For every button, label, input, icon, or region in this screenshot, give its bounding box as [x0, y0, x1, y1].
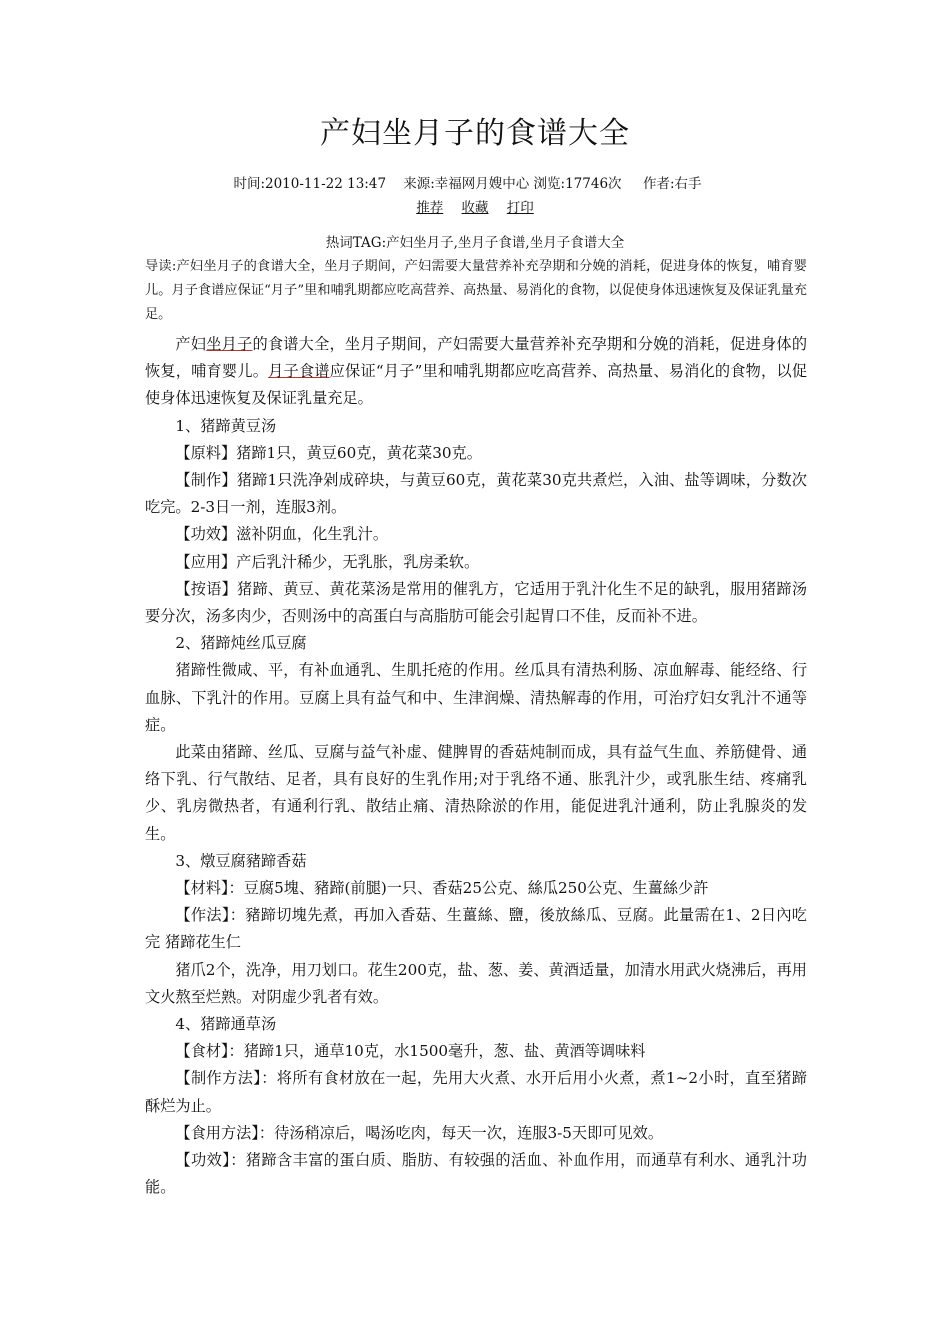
section-heading-3: 3、燉豆腐豬蹄香菇 [175, 851, 307, 870]
paragraph: 【功效】：猪蹄含丰富的蛋白质、脂肪、有较强的活血、补血作用，而通草有利水、通乳汁功能。 [145, 1151, 807, 1197]
intro-text-2: 的食谱大全，坐月子期间，产妇需要大量营养补充孕期和分娩的消耗，促进身体的恢复，哺育婴儿。 [145, 335, 808, 381]
intro-text-3: 应保证“月子”里和哺乳期都应吃高营养、高热量、易消化的食物，以促使身体迅速恢复及保证乳量充足。 [145, 362, 808, 408]
intro-paragraph [145, 331, 807, 413]
recommend-link[interactable]: 推荐 [416, 200, 444, 216]
section-heading-1: 1、猪蹄黄豆汤 [175, 416, 277, 435]
paragraph: 【食材】：猪蹄1只，通草10克，水1500毫升，葱、盐、黄酒等调味料 [175, 1042, 646, 1061]
favorite-link[interactable]: 收藏 [461, 200, 489, 216]
article-lead: 导读:产妇坐月子的食谱大全，坐月子期间，产妇需要大量营养补充孕期和分娩的消耗，促进身体的恢复，哺育婴儿。月子食谱应保证“月子”里和哺乳期都应吃高营养、高热量、易消化的食物，以促使身体迅速恢复及保证乳量充足。 [145, 259, 807, 322]
paragraph: 【按语】猪蹄、黄豆、黄花菜汤是常用的催乳方，它适用于乳汁化生不足的缺乳，服用猪蹄汤要分次，汤多肉少，否则汤中的高蛋白与高脂肪可能会引起胃口不佳，反而补不进。 [145, 579, 807, 626]
paragraph: 【材料】：豆腐5塊、豬蹄(前腿)一只、香菇25公克、絲瓜250公克、生薑絲少許 [175, 879, 709, 898]
paragraph: 猪爪2个，洗净，用刀划口。花生200克，盐、葱、姜、黄酒适量，加清水用武火烧沸后，再用文火熬至烂熟。对阴虚少乳者有效。 [145, 960, 807, 1006]
keyword-link-zuoyuezi[interactable]: 坐月子 [206, 335, 253, 353]
paragraph: 【功效】滋补阴血，化生乳汁。 [175, 525, 389, 544]
print-link[interactable]: 打印 [506, 200, 534, 216]
paragraph: 猪蹄性微咸、平，有补血通乳、生肌托疮的作用。丝瓜具有清热利肠、凉血解毒、能经络、行血脉、下乳汁的作用。豆腐上具有益气和中、生津润燥、清热解毒的作用，可治疗妇女乳汁不通等症。 [145, 661, 807, 734]
paragraph: 【食用方法】：待汤稍凉后，喝汤吃肉，每天一次，连服3-5天即可见效。 [175, 1123, 664, 1142]
paragraph: 【应用】产后乳汁稀少，无乳胀，乳房柔软。 [175, 552, 480, 571]
section-heading-4: 4、猪蹄通草汤 [175, 1015, 277, 1034]
hot-tags: 热词TAG:产妇坐月子,坐月子食谱,坐月子食谱大全 [325, 235, 625, 251]
section-heading-2: 2、猪蹄炖丝瓜豆腐 [175, 634, 307, 653]
paragraph: 【原料】猪蹄1只，黄豆60克，黄花菜30克。 [175, 443, 482, 462]
article-meta: 时间:2010-11-22 13:47 来源:幸福网月嫂中心 浏览:17746次 作者:右手 [233, 176, 702, 192]
paragraph: 【制作】猪蹄1只洗净剁成碎块，与黄豆60克，黄花菜30克共煮烂，入油、盐等调味，分数次吃完。2-3日一剂，连服3剂。 [145, 471, 807, 517]
paragraph: 此菜由猪蹄、丝瓜、豆腐与益气补虚、健脾胃的香菇炖制而成，具有益气生血、养筋健骨、通络下乳、行气散结、足者，具有良好的生乳作用;对于乳络不通、胀乳汁少，或乳胀生结、疼痛乳少、乳房微热者，有通利行乳、散结止痛、清热除淤的作用，能促进乳汁通利，防止乳腺炎的发生。 [145, 743, 807, 843]
intro-text-1: 产妇 [175, 335, 207, 353]
article-body [145, 331, 807, 1202]
paragraph: 【制作方法】：将所有食材放在一起，先用大火煮、水开后用小火煮，煮1~2小时，直至猪蹄酥烂为止。 [145, 1069, 807, 1115]
paragraph: 【作法】：豬蹄切塊先煮，再加入香菇、生薑絲、鹽，後放絲瓜、豆腐。此量需在1、2日內吃完 猪蹄花生仁 [145, 906, 807, 952]
article-actions [0, 196, 950, 216]
article-title: 产妇坐月子的食谱大全 [320, 116, 630, 151]
keyword-link-yuezishipu[interactable]: 月子食谱 [268, 362, 330, 381]
